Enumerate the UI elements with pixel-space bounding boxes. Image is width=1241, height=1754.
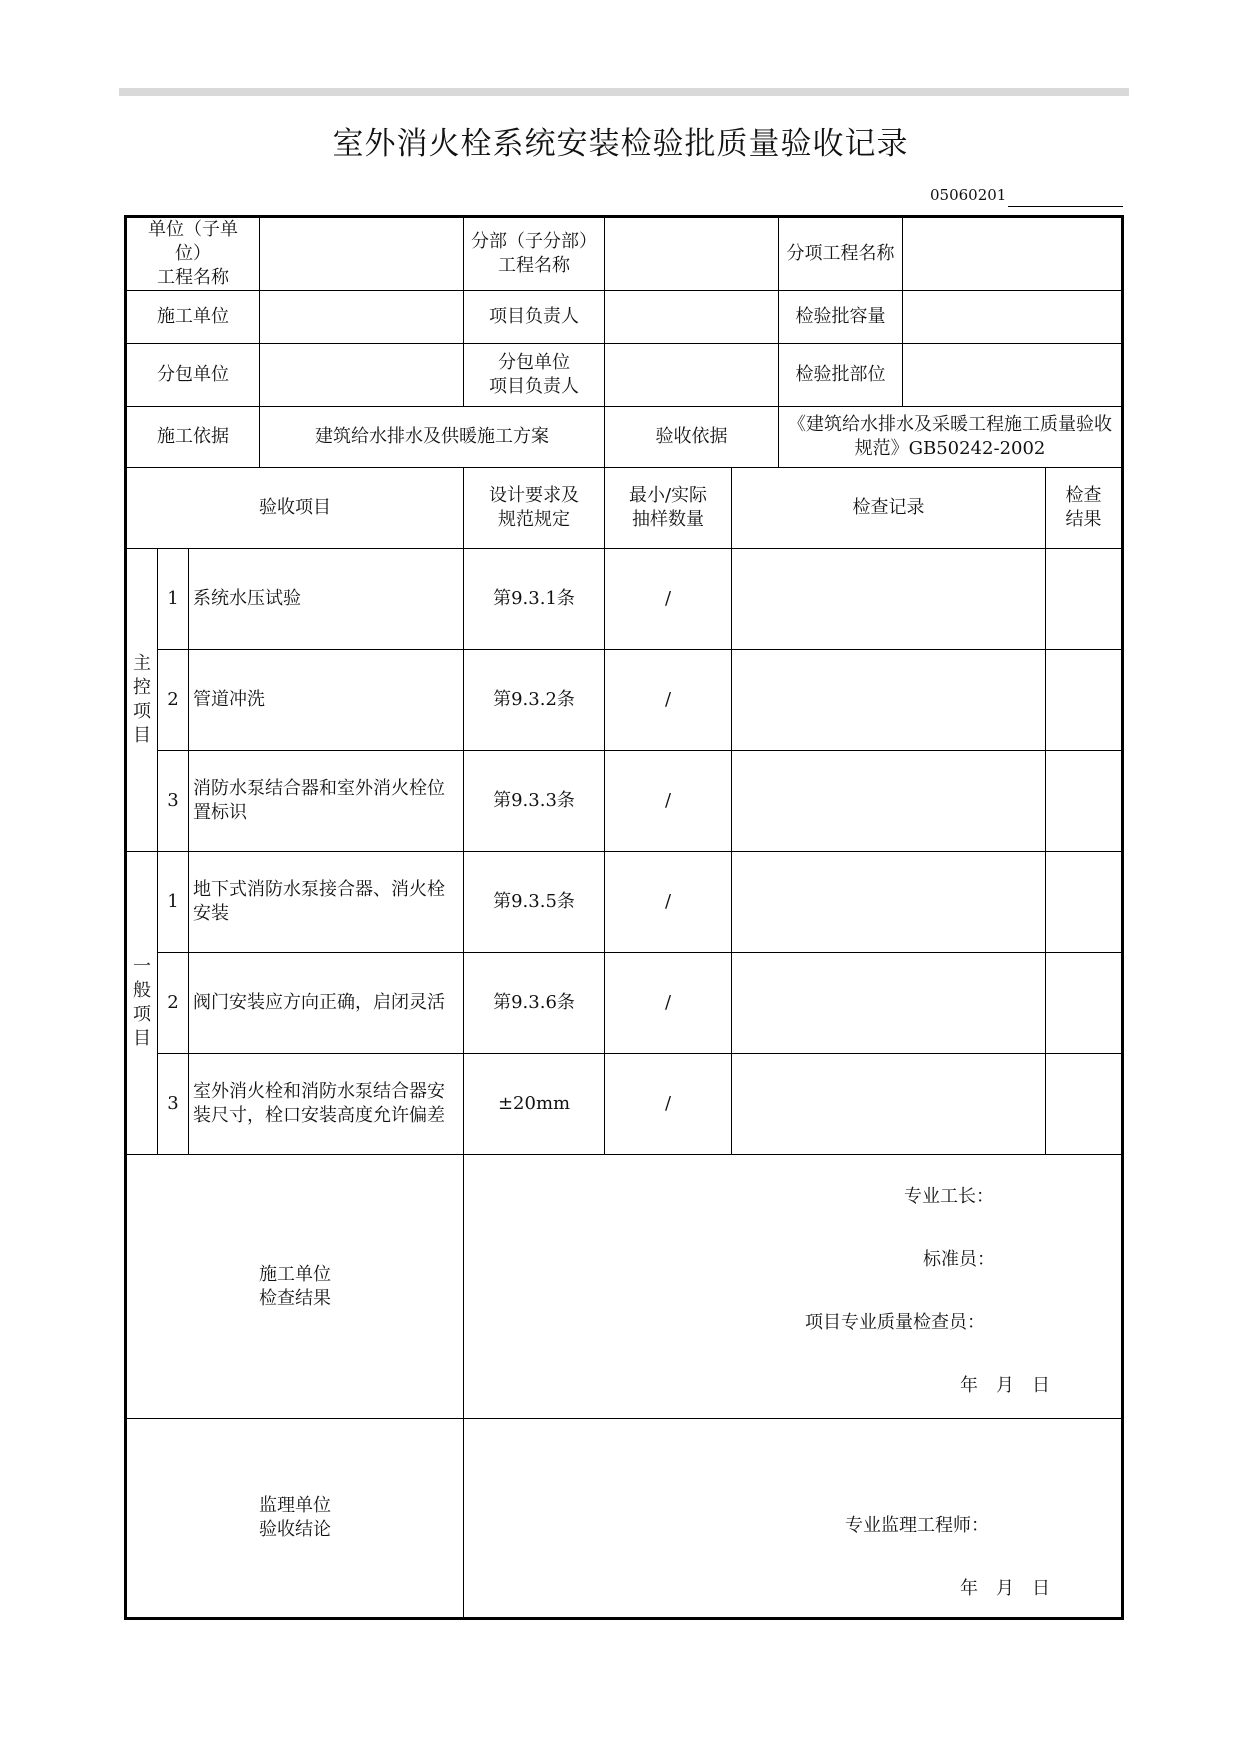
col-requirement-header: 设计要求及 规范规定 xyxy=(464,468,605,549)
item-requirement: 第9.3.5条 xyxy=(464,852,605,953)
supervisor-signatures xyxy=(464,1419,1123,1619)
unit-name-label: 单位（子单位） 工程名称 xyxy=(126,217,260,291)
item-result[interactable] xyxy=(1046,549,1123,650)
item-requirement: ±20mm xyxy=(464,1054,605,1155)
construction-basis-label: 施工依据 xyxy=(126,407,260,468)
item-number: 3 xyxy=(158,1054,189,1155)
item-requirement: 第9.3.6条 xyxy=(464,953,605,1054)
acceptance-basis-value: 《建筑给水排水及采暖工程施工质量验收规范》GB50242-2002 xyxy=(779,407,1123,468)
column-header-row xyxy=(126,468,1123,549)
unit-name-value[interactable] xyxy=(260,217,464,291)
item-number: 3 xyxy=(158,751,189,852)
standard-officer-signature-label: 标准员： xyxy=(923,1249,996,1270)
item-record[interactable] xyxy=(732,549,1046,650)
col-sample-header: 最小/实际 抽样数量 xyxy=(605,468,732,549)
contractor-check-row xyxy=(126,1155,1123,1419)
item-result[interactable] xyxy=(1046,1054,1123,1155)
item-number: 1 xyxy=(158,549,189,650)
division-name-label: 分部（子分部） 工程名称 xyxy=(464,217,605,291)
project-manager-label: 项目负责人 xyxy=(464,291,605,344)
item-number: 2 xyxy=(158,650,189,751)
table-row xyxy=(126,1054,1123,1155)
col-result-header: 检查 结果 xyxy=(1046,468,1123,549)
item-name: 管道冲洗 xyxy=(189,650,464,751)
header-row-1 xyxy=(126,217,1123,291)
batch-capacity-label: 检验批容量 xyxy=(779,291,903,344)
item-sample: / xyxy=(605,751,732,852)
item-sample: / xyxy=(605,650,732,751)
item-number: 1 xyxy=(158,852,189,953)
form-code-text: 05060201 xyxy=(930,186,1007,204)
item-name: 地下式消防水泵接合器、消火栓安装 xyxy=(189,852,464,953)
qc-inspector-signature-label: 项目专业质量检查员： xyxy=(805,1312,986,1333)
item-sample: / xyxy=(605,953,732,1054)
acceptance-basis-label: 验收依据 xyxy=(605,407,779,468)
form-code xyxy=(930,186,1006,208)
header-row-4 xyxy=(126,407,1123,468)
foreman-signature-label: 专业工长： xyxy=(904,1186,995,1207)
item-name: 系统水压试验 xyxy=(189,549,464,650)
subcontractor-value[interactable] xyxy=(260,344,464,407)
subitem-name-label: 分项工程名称 xyxy=(779,217,903,291)
item-requirement: 第9.3.1条 xyxy=(464,549,605,650)
item-name: 消防水泵结合器和室外消火栓位置标识 xyxy=(189,751,464,852)
item-record[interactable] xyxy=(732,650,1046,751)
item-sample: / xyxy=(605,852,732,953)
main-control-category: 主 控 项 目 xyxy=(126,549,158,852)
item-record[interactable] xyxy=(732,1054,1046,1155)
batch-location-label: 检验批部位 xyxy=(779,344,903,407)
contractor-check-label: 施工单位 检查结果 xyxy=(126,1155,464,1419)
item-result[interactable] xyxy=(1046,852,1123,953)
division-name-value[interactable] xyxy=(605,217,779,291)
contractor-label: 施工单位 xyxy=(126,291,260,344)
sub-project-manager-value[interactable] xyxy=(605,344,779,407)
form-code-underline xyxy=(1008,206,1123,207)
batch-location-value[interactable] xyxy=(903,344,1123,407)
item-result[interactable] xyxy=(1046,953,1123,1054)
table-row xyxy=(126,751,1123,852)
item-record[interactable] xyxy=(732,751,1046,852)
general-category: 一 般 项 目 xyxy=(126,852,158,1155)
header-row-3 xyxy=(126,344,1123,407)
col-item-header: 验收项目 xyxy=(126,468,464,549)
item-requirement: 第9.3.2条 xyxy=(464,650,605,751)
construction-basis-value: 建筑给水排水及供暖施工方案 xyxy=(260,407,605,468)
acceptance-record-table xyxy=(124,215,1124,1620)
table-row xyxy=(126,953,1123,1054)
item-name: 室外消火栓和消防水泵结合器安装尺寸，栓口安装高度允许偏差 xyxy=(189,1054,464,1155)
item-number: 2 xyxy=(158,953,189,1054)
table-row xyxy=(126,549,1123,650)
item-result[interactable] xyxy=(1046,751,1123,852)
contractor-check-signatures xyxy=(464,1155,1123,1419)
supervising-engineer-signature-label: 专业监理工程师： xyxy=(845,1515,990,1536)
contractor-date: 年 月 日 xyxy=(960,1375,1051,1396)
item-record[interactable] xyxy=(732,953,1046,1054)
supervisor-label: 监理单位 验收结论 xyxy=(126,1419,464,1619)
contractor-value[interactable] xyxy=(260,291,464,344)
sub-project-manager-label: 分包单位 项目负责人 xyxy=(464,344,605,407)
item-requirement: 第9.3.3条 xyxy=(464,751,605,852)
subcontractor-label: 分包单位 xyxy=(126,344,260,407)
supervisor-date: 年 月 日 xyxy=(960,1578,1051,1599)
table-row xyxy=(126,650,1123,751)
item-result[interactable] xyxy=(1046,650,1123,751)
subitem-name-value[interactable] xyxy=(903,217,1123,291)
document-title: 室外消火栓系统安装检验批质量验收记录 xyxy=(332,126,909,162)
supervisor-row xyxy=(126,1419,1123,1619)
item-record[interactable] xyxy=(732,852,1046,953)
table-row xyxy=(126,852,1123,953)
col-record-header: 检查记录 xyxy=(732,468,1046,549)
item-name: 阀门安装应方向正确，启闭灵活 xyxy=(189,953,464,1054)
item-sample: / xyxy=(605,549,732,650)
top-rule xyxy=(119,88,1129,96)
item-sample: / xyxy=(605,1054,732,1155)
batch-capacity-value[interactable] xyxy=(903,291,1123,344)
project-manager-value[interactable] xyxy=(605,291,779,344)
header-row-2 xyxy=(126,291,1123,344)
